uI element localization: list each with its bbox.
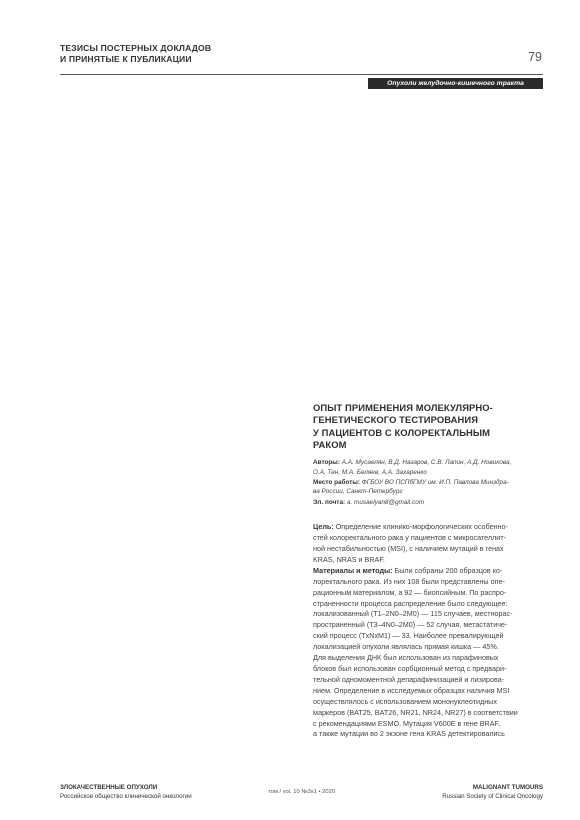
footer-journal-en: MALIGNANT TUMOURS (472, 784, 543, 791)
section-label: Опухоли желудочно-кишечного тракта (368, 78, 543, 89)
goal-text: Определение клинико-морфологических особенно- (335, 522, 508, 532)
article-body (313, 522, 545, 740)
footer-journal-ru: ЗЛОКАЧЕСТВЕННЫЕ ОПУХОЛИ (60, 784, 158, 791)
authors-label: Авторы: (313, 459, 340, 467)
text-line: KRAS, NRAS и BRAF. (313, 554, 385, 564)
text-line: ский процесс (TxNxM1) — 33. Наиболее превалирующей (313, 631, 504, 641)
header-divider (60, 74, 543, 75)
text-line: Для выделения ДНК был использован из парафиновых (313, 653, 499, 663)
article-title-line: РАКОМ (313, 438, 347, 450)
article-title-line: ОПЫТ ПРИМЕНЕНИЯ МОЛЕКУЛЯРНО- (313, 402, 493, 413)
authors-line: О.А. Тен, М.А. Беляев, А.А. Захаренко (313, 468, 427, 476)
workplace (313, 478, 545, 497)
text-line: а также мутации во 2 экзоне гена KRAS детектировались (313, 729, 505, 739)
text-line: нием. Определение в исследуемых образцах наличия MSI (313, 685, 510, 695)
workplace-line: ва России, Санкт-Петербург (313, 488, 403, 496)
workplace-label: Место работы: (313, 479, 360, 486)
footer-society-en: Russian Society of Clinical Oncology (442, 792, 543, 800)
text-line: блоков был использован сорбционный метод с предвари- (313, 664, 507, 673)
running-header-title (60, 43, 211, 65)
footer-society-ru: Российское общество клинической онкологии (60, 792, 192, 800)
text-line: локализацией опухоли являлась прямая кишка — 45%. (313, 642, 499, 652)
methods-text: Были собраны 200 образцов ко- (394, 565, 503, 575)
text-line: ной нестабильностью (MSI), с наличием мутаций в генах (313, 544, 504, 554)
authors-line: А.А. Мусаелян, В.Д. Назаров, С.В. Лапин, А.Д. Новикова, (341, 459, 512, 467)
text-line: локализованный (T1–2N0–2M0) — 115 случаев, местнорас- (313, 609, 513, 619)
running-header-line-2: И ПРИНЯТЫЕ К ПУБЛИКАЦИИ (60, 54, 192, 64)
methods-label: Материалы и методы: (313, 565, 393, 575)
authors (313, 458, 545, 477)
article-title-line: ГЕНЕТИЧЕСКОГО ТЕСТИРОВАНИЯ (313, 414, 479, 426)
page-number: 79 (528, 50, 542, 64)
running-header-line-1: ТЕЗИСЫ ПОСТЕРНЫХ ДОКЛАДОВ (60, 43, 212, 53)
text-line: осуществлялось с использованием мононуклеотидных (313, 696, 497, 706)
article-title-line: У ПАЦИЕНТОВ С КОЛОРЕКТАЛЬНЫМ (313, 426, 491, 438)
email-address: a. musaelyan8@gmail.com (346, 498, 425, 506)
footer-volume: том / vol. 10 №3s1 • 2020 (268, 789, 336, 795)
article-title (313, 402, 545, 451)
text-line: страненности процесса распределение было следующее: (313, 598, 508, 608)
article (313, 402, 545, 740)
text-line: с рекомендациями ESMO. Мутация V600E в гене BRAF, (313, 718, 501, 728)
text-line: стей колоректального рака у пациентов с микросателлит- (313, 533, 507, 543)
text-line: пространенный (T3–4N0–2M0) — 52 случая, метастатиче- (313, 620, 508, 630)
email-label: Эл. почта: (313, 498, 346, 506)
footer-left (60, 784, 192, 801)
text-line: лоректального рака. Из них 108 были представлены опе- (313, 576, 505, 586)
text-line (313, 566, 545, 577)
goal-paragraph (313, 522, 545, 566)
workplace-line: ФГБОУ ВО ПСПбГМУ им. И.П. Павлова Минздра- (361, 479, 509, 486)
text-line: рационным материалом, а 92 — биопсийным. По распро- (313, 587, 507, 597)
email (313, 498, 545, 507)
text-line: маркеров (BAT25, BAT26, NR21, NR24, NR27) в соответствии (313, 707, 518, 717)
footer-right (442, 784, 543, 801)
text-line (313, 522, 545, 533)
methods-paragraph (313, 566, 545, 741)
text-line: тельной одномоментной депарафинизацией и лизирова- (313, 674, 505, 684)
goal-label: Цель: (313, 522, 334, 532)
